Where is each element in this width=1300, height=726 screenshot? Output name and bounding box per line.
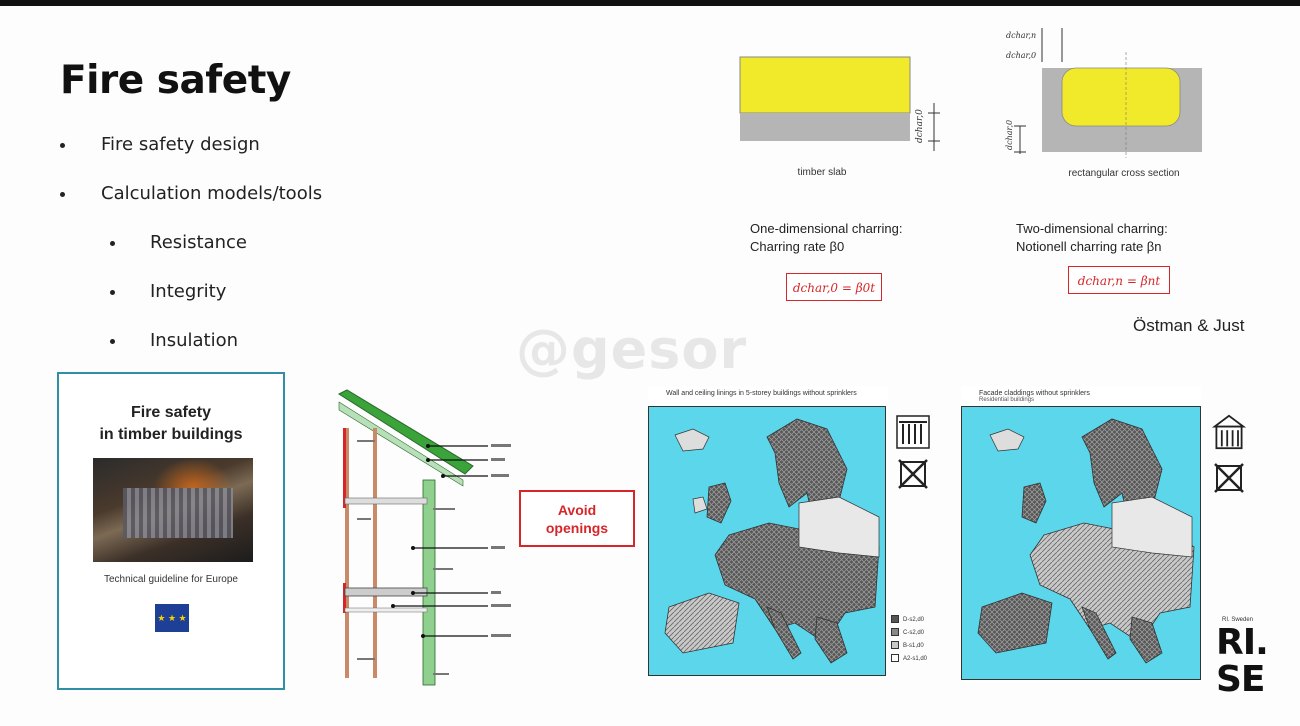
- book-subtitle: Technical guideline for Europe: [104, 574, 238, 585]
- rectangular-section-caption: rectangular cross section: [1068, 168, 1180, 179]
- bullet-list: [60, 130, 322, 375]
- legend-swatch-icon: [891, 641, 899, 649]
- two-dimensional-charring-text: [1016, 220, 1168, 256]
- watermark: @gesor: [516, 318, 748, 381]
- flame-image: [153, 458, 233, 488]
- callout-line1: Avoid: [557, 502, 597, 518]
- book-title-line1: Fire safety: [130, 404, 212, 421]
- bullet-label: Integrity: [150, 281, 227, 302]
- eu-flag-icon: ★ ★ ★: [155, 604, 189, 632]
- svg-text:dchar,0: dchar,0: [1005, 119, 1014, 150]
- timber-image: [123, 488, 233, 538]
- bullet-label: Insulation: [150, 330, 239, 351]
- map-subtitle: Residential buildings: [979, 397, 1035, 403]
- rise-logo-line1: RI.: [1216, 622, 1268, 663]
- map-legend: D-s2,d0 C-s2,d0 B-s1,d0 A2-s1,d0: [891, 614, 927, 666]
- svg-text:dchar,0: dchar,0: [1006, 51, 1037, 60]
- one-dimensional-charring-text: [750, 220, 902, 256]
- construction-detail-drawing: [333, 388, 513, 690]
- legend-swatch-icon: [891, 654, 899, 662]
- source-credit: Östman & Just: [1133, 316, 1245, 335]
- bullet-item: [60, 130, 322, 179]
- no-sprinkler-icon: [895, 456, 931, 492]
- slide-title: Fire safety: [60, 58, 291, 103]
- bullet-label: Calculation models/tools: [101, 183, 323, 204]
- map-title: Facade claddings without sprinklers: [979, 390, 1090, 397]
- legend-swatch-icon: [891, 628, 899, 636]
- svg-text:dchar,0: dchar,0: [915, 109, 925, 143]
- bullet-dot-icon: [110, 290, 115, 295]
- svg-text:dchar,n: dchar,n: [1006, 31, 1037, 40]
- rise-logo-text: [1216, 624, 1268, 698]
- one-dim-line1: One-dimensional charring:: [750, 221, 903, 236]
- sub-bullet-item: [60, 228, 322, 277]
- avoid-openings-callout: [519, 490, 635, 547]
- facade-building-icon: [1211, 414, 1247, 450]
- timber-slab-caption: timber slab: [797, 167, 847, 178]
- rectangular-section-diagram: [1000, 22, 1210, 158]
- no-sprinkler-icon: [1211, 460, 1247, 496]
- one-dim-line2: Charring rate β0: [750, 239, 845, 254]
- two-dim-line1: Two-dimensional charring:: [1016, 221, 1168, 236]
- book-title-line2: in timber buildings: [99, 426, 243, 443]
- bullet-dot-icon: [110, 339, 115, 344]
- sprinkler-icon: [895, 414, 931, 450]
- book-photo: [93, 458, 253, 562]
- map-title: Wall and ceiling linings in 5-storey buildings without sprinklers: [666, 390, 857, 397]
- rise-logo-small: RI. Sweden: [1222, 617, 1254, 623]
- legend-swatch-icon: [891, 615, 899, 623]
- two-dim-line2: Notionell charring rate βn: [1016, 239, 1162, 254]
- bullet-label: Fire safety design: [101, 134, 260, 155]
- rise-logo-line2: SE: [1216, 659, 1265, 700]
- book-cover: [57, 372, 285, 690]
- one-dim-formula: dchar,0 = β0t: [786, 273, 882, 301]
- sub-bullet-item: [60, 277, 322, 326]
- bullet-item: [60, 179, 322, 228]
- map-panel-wall-linings: [648, 386, 888, 678]
- rise-logo: [1214, 614, 1278, 710]
- sub-bullet-item: [60, 326, 322, 375]
- bullet-dot-icon: [110, 241, 115, 246]
- callout-line2: openings: [545, 520, 609, 536]
- bullet-label: Resistance: [150, 232, 247, 253]
- book-title: [59, 402, 283, 446]
- europe-map: [648, 406, 886, 676]
- timber-slab-diagram: [738, 55, 964, 155]
- bullet-dot-icon: [60, 143, 65, 148]
- bullet-dot-icon: [60, 192, 65, 197]
- two-dim-formula: dchar,n = βnt: [1068, 266, 1170, 294]
- europe-map: [961, 406, 1201, 680]
- map-panel-facade: [961, 386, 1201, 682]
